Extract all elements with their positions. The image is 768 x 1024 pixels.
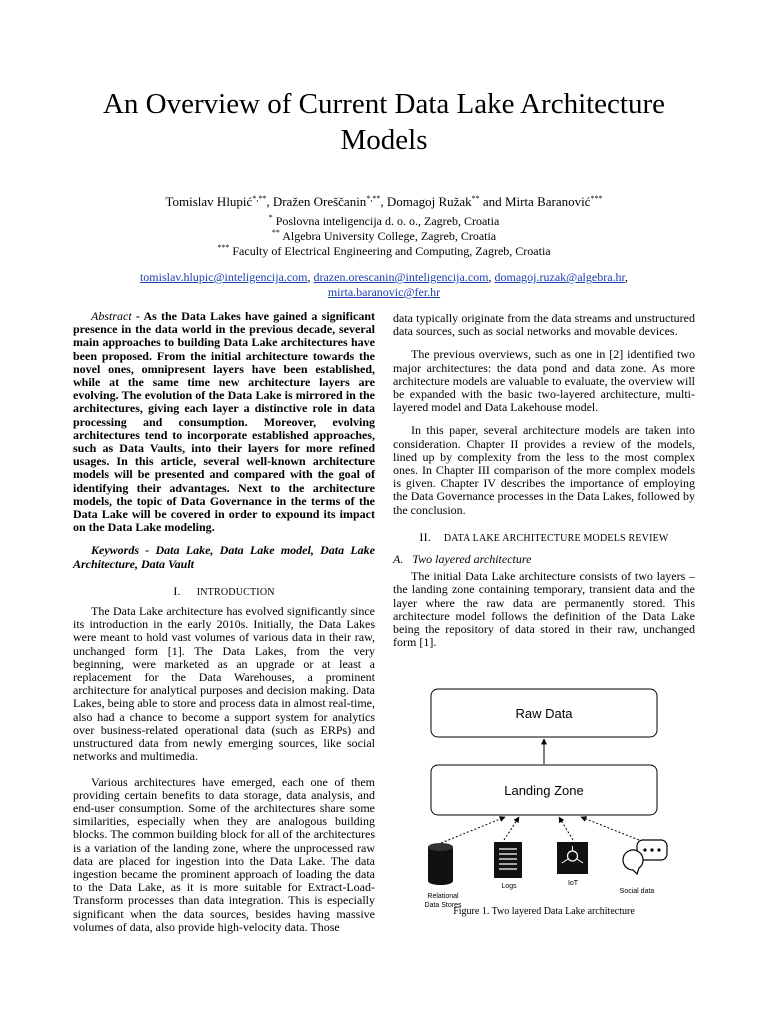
affiliation-sup: * <box>268 213 273 222</box>
section-heading-2 <box>393 531 695 545</box>
abstract <box>73 310 375 534</box>
intro-paragraph-1: The Data Lake architecture has evolved significantly since its introduction in the early 2010s. Initially, the Data Lakes were meant to hold vast volumes of various data in their raw, unchanged form [1]. The Data Lakes, from the very beginning, were marketed as an upgrade or at least a replacement for the Data Warehouses, a prominent architecture for analytical purposes and decision making. Data Lakes, being able to store and process data in almost real-time, also had a chance to become a support system for analytics over business-related operational data (such as ERPs) and unstructured data from newly emerging sources, like social networks and multimedia. <box>73 604 375 764</box>
email-link[interactable]: domagoj.ruzak@algebra.hr <box>494 270 626 284</box>
social-label: Social data <box>619 888 655 895</box>
author-name: Domagoj Ružak <box>386 194 472 209</box>
right-paragraph-2: The previous overviews, such as one in [2] identified two major architectures: the data pond and data zone. As more architecture models are valuable to evaluate, the overview will be expanded with the basic two-layered architecture, multi-layered model and Data Lakehouse model. <box>393 347 695 415</box>
affiliation-text: Poslovna inteligencija d. o. o., Zagreb, Croatia <box>275 214 500 228</box>
email-link[interactable]: mirta.baranovic@fer.hr <box>327 285 441 299</box>
intro-paragraph-2: Various architectures have emerged, each one of them providing certain benefits to data storage, data analysis, and end-user consumption. Some of the architectures share some similarities, especially when they are analogous building blocks. The common building block for all of the architectures is a variation of the landing zone, where the unprocessed raw data are placed for ingestion into the Data Lake. The data ingestion became the prominent approach of loading the data to the Data Lake, as it is more suitable for Extract-Load-Transform processes than data integration. This is especially significant when the data sources, besides having massive volumes of data, also provide high-velocity data. Those <box>73 774 375 934</box>
affiliation-text: Faculty of Electrical Engineering and Computing, Zagreb, Croatia <box>232 244 551 258</box>
relational-label-line2: Data Stores <box>424 902 462 909</box>
author-sup: *,** <box>366 194 381 203</box>
email-link[interactable]: tomislav.hlupic@inteligencija.com <box>139 270 308 284</box>
subsection-heading-a <box>393 553 695 566</box>
section-heading-1 <box>73 585 375 599</box>
section-number: I. <box>173 583 181 598</box>
figure-two-layered-architecture <box>393 680 695 925</box>
keywords <box>73 544 375 570</box>
social-chat-icon <box>623 840 667 874</box>
right-column <box>393 312 695 649</box>
arrow-relational-to-landing <box>441 817 505 843</box>
section-title: DATA LAKE ARCHITECTURE MODELS REVIEW <box>443 532 669 544</box>
email-list: tomislav.hlupic@inteligencija.com, drazen.orescanin@inteligencija.com, domagoj.ruzak@algebra.hr, mirta.baranovic@fer.hr <box>139 270 629 299</box>
author-sup: *** <box>590 194 603 203</box>
logs-label: Logs <box>501 883 517 890</box>
section-number: II. <box>419 529 432 544</box>
arrow-logs-to-landing <box>504 817 519 840</box>
keywords-text: - Data Lake, Data Lake model, Data Lake Architecture, Data Vault <box>73 543 375 571</box>
landing-zone-label: Landing Zone <box>504 783 584 798</box>
abstract-label: Abstract <box>91 309 132 323</box>
keywords-label: Keywords <box>91 543 139 558</box>
author-name: Mirta Baranović <box>504 194 591 209</box>
right-paragraph-1: data typically originate from the data streams and unstructured data sources, such as social networks and movable devices. <box>393 311 695 339</box>
title-line-2: Models <box>340 124 428 156</box>
author-list: Tomislav Hlupić*,**, Dražen Oreščanin*,**, Domagoj Ružak** and Mirta Baranović*** <box>165 194 603 209</box>
author-sup: *,** <box>252 194 267 203</box>
logs-icon <box>494 842 522 878</box>
arrow-social-to-landing <box>581 817 639 840</box>
affiliation-2 <box>60 229 708 243</box>
iot-chip-icon <box>557 842 588 874</box>
raw-data-label: Raw Data <box>515 706 573 721</box>
two-layer-paragraph: The initial Data Lake architecture consists of two layers – the landing zone containing temporary, transient data and the layer where the raw data are permanently stored. This architecture model follows the definition of the Data Lake being the repository of data stored in their raw, unchanged form [1]. <box>393 569 695 650</box>
author-sup: ** <box>471 194 480 203</box>
left-column <box>73 310 375 934</box>
figure-caption: Figure 1. Two layered Data Lake architecture <box>453 906 635 917</box>
email-link[interactable]: drazen.orescanin@inteligencija.com <box>313 270 489 284</box>
affiliation-3 <box>60 244 708 258</box>
affiliation-text: Algebra University College, Zagreb, Croatia <box>282 229 497 243</box>
subsection-title: Two layered architecture <box>412 552 532 567</box>
section-title: INTRODUCTION <box>196 586 275 598</box>
affiliation-1 <box>60 214 708 228</box>
affiliation-sup: *** <box>217 243 230 252</box>
subsection-label: A. <box>393 552 404 567</box>
abstract-text: - As the Data Lakes have gained a significant presence in the data world in the previous decade, several main approaches to building Data Lake architectures have been proposed. From the initial architecture towards the novel ones, omnipresent layers have been established, while at the same time new architecture layers are evolving. The evolution of the Data Lake is mirrored in the architectures, giving each layer a distinctive role in data processing and consumption. Moreover, evolving architectures tend to incorporate established approaches, such as Data Vaults, into their layers for more refined usages. In this article, several well-known architecture models will be presented and compared with the goal of identifying their advantages. Next to the architecture models, the topic of Data Governance in the terms of the Data Lake will be covered in order to expound its impact on the Data Lake modeling. <box>73 309 375 535</box>
paper-title <box>40 86 728 158</box>
title-line-1: An Overview of Current Data Lake Architecture <box>102 88 666 120</box>
arrow-iot-to-landing <box>559 817 573 840</box>
database-icon <box>428 843 453 885</box>
relational-label-line1: Relational <box>427 893 459 900</box>
author-name: Dražen Oreščanin <box>272 194 367 209</box>
author-conjunction: and <box>482 194 502 209</box>
affiliation-sup: ** <box>271 228 280 237</box>
iot-label: IoT <box>567 880 579 887</box>
author-name: Tomislav Hlupić <box>165 194 253 209</box>
right-paragraph-3: In this paper, several architecture models are taken into consideration. Chapter II provides a review of the models, lined up by complexity from the less to the most complex ones. In Chapter III comparison of the more complex models is given. Chapter IV describes the importance of employing the Data Governance processes in the Data Lakes, followed by the conclusion. <box>393 423 695 517</box>
